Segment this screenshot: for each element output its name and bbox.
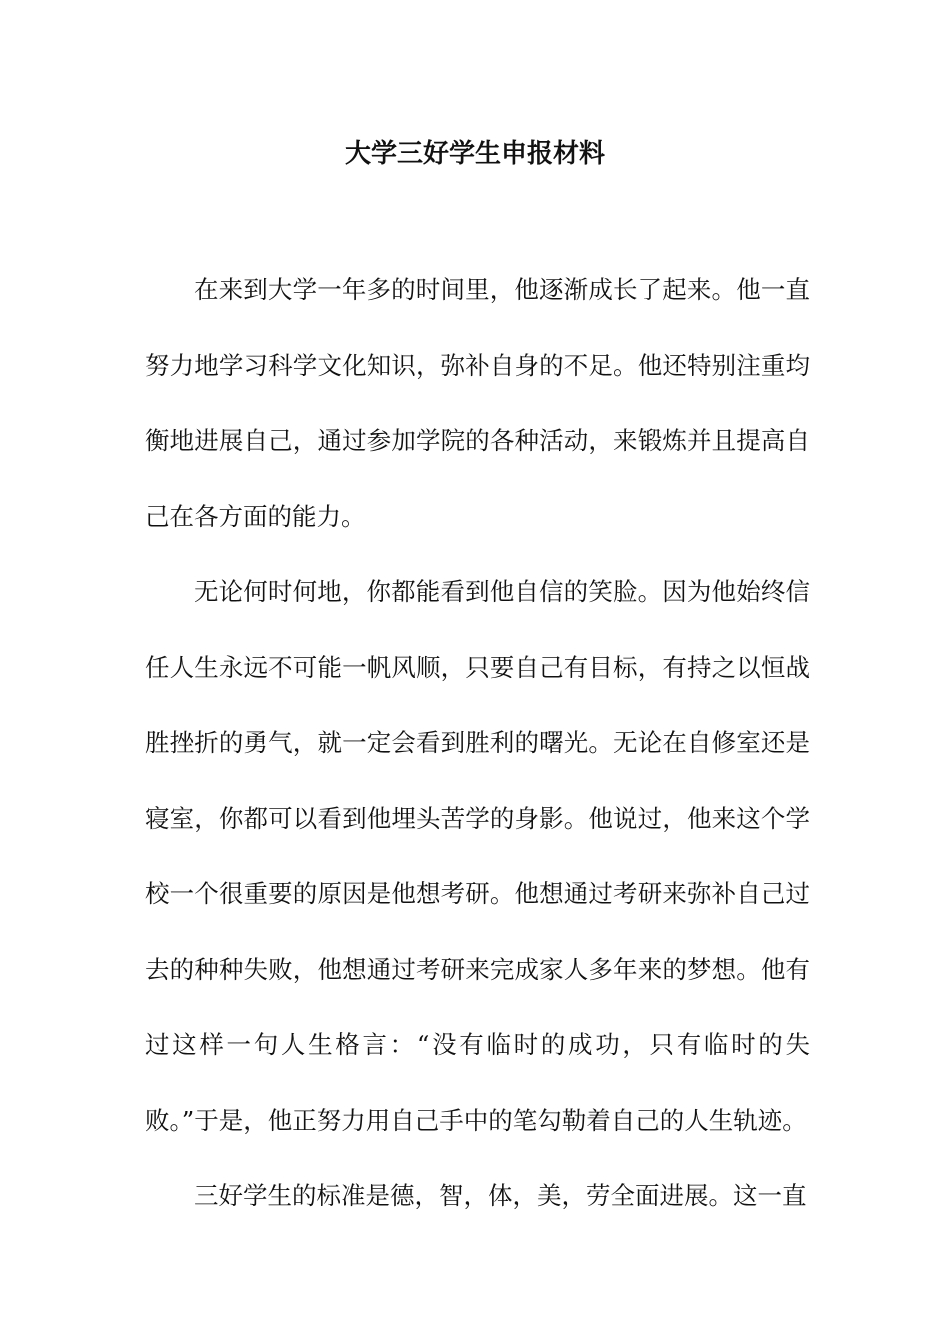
paragraph-1: 在来到大学一年多的时间里，他逐渐成长了起来。他一直努力地学习科学文化知识，弥补自身的不足。他还特别注重均衡地进展自己，通过参加学院的各种活动，来锻炼并且提高自己在各方面的能力。 <box>145 275 810 531</box>
document-title: 大学三好学生申报材料 <box>344 139 605 169</box>
paragraph-2: 无论何时何地，你都能看到他自信的笑脸。因为他始终信任人生永远不可能一帆风顺，只要自己有目标，有持之以恒战胜挫折的勇气，就一定会看到胜利的曙光。无论在自修室还是寝室，你都可以看到他埋头苦学的身影。他说过，他来这个学校一个很重要的原因是他想考研。他想通过考研来弥补自己过去的种种失败，他想通过考研来完成家人多年来的梦想。他有过这样一句人生格言：“没有临时的成功，只有临时的失败。”于是，他正努力用自己手中的笔勾勒着自己的人生轨迹。 <box>145 577 810 1135</box>
paragraph-3: 三好学生的标准是德，智，体，美，劳全面进展。这一直 <box>194 1181 807 1210</box>
document-body <box>145 252 810 1234</box>
